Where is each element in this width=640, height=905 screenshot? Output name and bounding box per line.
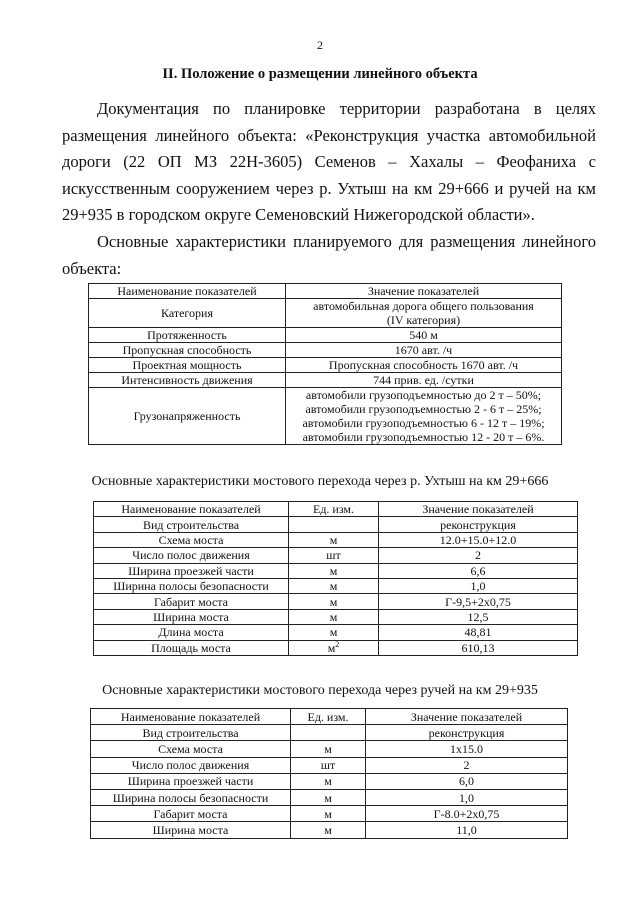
row-unit [291, 725, 366, 741]
section-heading: II. Положение о размещении линейного объекта [162, 66, 478, 82]
bridge1-table [93, 501, 578, 656]
characteristics-intro: Основные характеристики планируемого для размещения линейного объекта: [62, 232, 596, 278]
road-characteristics-table [88, 283, 562, 445]
row-unit [289, 517, 379, 532]
row-label: Габарит моста [94, 594, 289, 609]
table-row [94, 532, 578, 547]
row-value [286, 388, 562, 445]
column-header: Наименование показателей [91, 709, 291, 725]
row-unit: м [289, 625, 379, 640]
column-header: Значение показателей [379, 502, 578, 517]
row-label: Ширина моста [91, 822, 291, 838]
table-row [89, 299, 562, 328]
row-unit: шт [289, 548, 379, 563]
bridge2-table [90, 708, 568, 839]
table-row [91, 757, 568, 773]
row-label: Схема моста [91, 741, 291, 757]
row-label: Проектная мощность [89, 358, 286, 373]
column-header: Наименование показателей [94, 502, 289, 517]
row-unit: м [291, 773, 366, 789]
unit-exponent: 2 [335, 639, 340, 649]
table-row [89, 328, 562, 343]
table-row [94, 578, 578, 593]
table-row [89, 388, 562, 445]
row-label: Пропускная способность [89, 343, 286, 358]
row-value: 1,0 [366, 789, 568, 805]
table-header-row [91, 709, 568, 725]
table-row [89, 373, 562, 388]
table-row [94, 563, 578, 578]
row-value: 1,0 [379, 578, 578, 593]
row-label: Число полос движения [91, 757, 291, 773]
value-line: (IV категория) [386, 313, 461, 327]
row-unit: м [291, 806, 366, 822]
row-value: 12,5 [379, 609, 578, 624]
table-row [91, 789, 568, 805]
page-number: 2 [317, 38, 323, 52]
row-value: Г-8.0+2х0,75 [366, 806, 568, 822]
row-value: 11,0 [366, 822, 568, 838]
row-value: 6,6 [379, 563, 578, 578]
row-value: 1х15.0 [366, 741, 568, 757]
value-line: автомобили грузоподъемностью до 2 т – 50%; [305, 388, 542, 402]
row-label: Ширина моста [94, 609, 289, 624]
row-value: реконструкция [379, 517, 578, 532]
row-label: Вид строительства [91, 725, 291, 741]
row-value: Пропускная способность 1670 авт. /ч [286, 358, 562, 373]
row-unit: м [289, 609, 379, 624]
column-header: Ед. изм. [289, 502, 379, 517]
bridge1-caption: Основные характеристики мостового перехода через р. Ухтыш на км 29+666 [91, 474, 549, 489]
row-value: 610,13 [379, 640, 578, 655]
row-label: Протяженность [89, 328, 286, 343]
intro-paragraph: Документация по планировке территории разработана в целях размещения линейного объекта: «Реконструкция участка автомобильной дороги (22 ОП МЗ 22Н-3605) Семенов – Хахалы – Феофаниха с искусственным сооружением через р. Ухтыш на км 29+666 и ручей на км 29+935 в городском округе Семеновский Нижегородской области». [62, 99, 596, 224]
unit-text: м [327, 640, 336, 655]
table-row [91, 806, 568, 822]
row-label: Интенсивность движения [89, 373, 286, 388]
row-label: Ширина проезжей части [91, 773, 291, 789]
row-value: 6,0 [366, 773, 568, 789]
row-value: 2 [366, 757, 568, 773]
row-unit: м [289, 578, 379, 593]
row-value: 1670 авт. /ч [286, 343, 562, 358]
table-row [94, 517, 578, 532]
row-unit: м [291, 822, 366, 838]
column-header: Значение показателей [286, 284, 562, 299]
column-header: Наименование показателей [89, 284, 286, 299]
row-label: Площадь моста [94, 640, 289, 655]
row-value: реконструкция [366, 725, 568, 741]
row-label: Число полос движения [94, 548, 289, 563]
row-value: 744 прив. ед. /сутки [286, 373, 562, 388]
row-unit: м [289, 563, 379, 578]
table-header-row [89, 284, 562, 299]
row-label: Длина моста [94, 625, 289, 640]
row-label: Грузонапряженность [89, 388, 286, 445]
row-label: Габарит моста [91, 806, 291, 822]
row-label: Ширина полосы безопасности [91, 789, 291, 805]
row-value: 540 м [286, 328, 562, 343]
table-row [91, 741, 568, 757]
row-unit: шт [291, 757, 366, 773]
table-row [89, 358, 562, 373]
table-row [91, 822, 568, 838]
table-row [94, 625, 578, 640]
table-row [91, 725, 568, 741]
table-header-row [94, 502, 578, 517]
row-value: 2 [379, 548, 578, 563]
value-line: автомобили грузоподъемностью 6 - 12 т – 19%; [302, 416, 545, 430]
table-row [91, 773, 568, 789]
value-line: автомобили грузоподъемностью 2 - 6 т – 25%; [305, 402, 542, 416]
value-line: автомобильная дорога общего пользования [313, 299, 534, 313]
bridge2-caption: Основные характеристики мостового перехода через ручей на км 29+935 [102, 683, 538, 698]
table-row [89, 343, 562, 358]
row-unit: м [289, 532, 379, 547]
row-value [286, 299, 562, 328]
row-value: 12.0+15.0+12.0 [379, 532, 578, 547]
row-unit [289, 640, 379, 655]
row-label: Ширина полосы безопасности [94, 578, 289, 593]
row-label: Схема моста [94, 532, 289, 547]
row-unit: м [291, 789, 366, 805]
row-unit: м [289, 594, 379, 609]
table-row [94, 609, 578, 624]
column-header: Значение показателей [366, 709, 568, 725]
row-label: Вид строительства [94, 517, 289, 532]
value-line: автомобили грузоподъемностью 12 - 20 т – 6%. [302, 430, 545, 444]
row-label: Категория [89, 299, 286, 328]
table-row [94, 594, 578, 609]
column-header: Ед. изм. [291, 709, 366, 725]
row-value: Г-9,5+2х0,75 [379, 594, 578, 609]
row-value: 48,81 [379, 625, 578, 640]
table-row [94, 640, 578, 655]
row-unit: м [291, 741, 366, 757]
table-row [94, 548, 578, 563]
row-label: Ширина проезжей части [94, 563, 289, 578]
